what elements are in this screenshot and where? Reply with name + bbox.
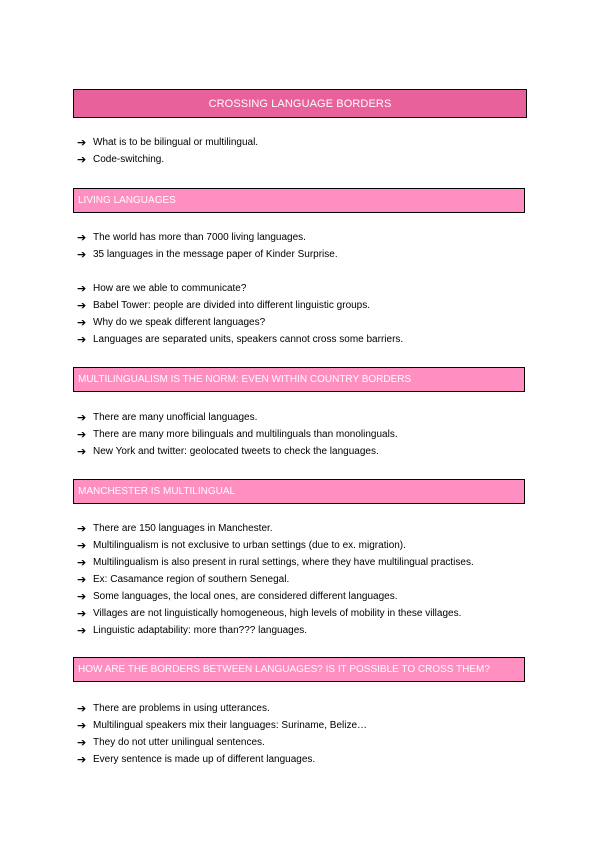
right-arrow-icon: ➔ [77,736,87,749]
list-item: ➔ There are problems in using utterances. [77,702,270,715]
list-item: ➔ Every sentence is made up of different languages. [77,753,316,766]
right-arrow-icon: ➔ [77,624,87,637]
list-spacer [77,263,403,280]
right-arrow-icon: ➔ [77,702,87,715]
list-item: ➔ Babel Tower: people are divided into different linguistic groups. [77,299,371,312]
intro-list [77,134,258,168]
right-arrow-icon: ➔ [77,411,87,424]
list-item: ➔ Ex: Casamance region of southern Senegal. [77,573,290,586]
right-arrow-icon: ➔ [77,333,87,346]
list-item: ➔ There are 150 languages in Manchester. [77,522,273,535]
right-arrow-icon: ➔ [77,282,87,295]
living-languages-list [77,229,403,348]
multilingualism-norm-list [77,409,398,460]
right-arrow-icon: ➔ [77,231,87,244]
right-arrow-icon: ➔ [77,573,87,586]
list-item: ➔ Multilingualism is also present in rural settings, where they have multilingual practises. [77,556,474,569]
right-arrow-icon: ➔ [77,607,87,620]
list-item: ➔ They do not utter unilingual sentences. [77,736,265,749]
right-arrow-icon: ➔ [77,539,87,552]
right-arrow-icon: ➔ [77,316,87,329]
list-item: ➔ Multilingual speakers mix their languages: Suriname, Belize… [77,719,368,732]
right-arrow-icon: ➔ [77,753,87,766]
section-heading-manchester: MANCHESTER IS MULTILINGUAL [73,479,525,504]
right-arrow-icon: ➔ [77,590,87,603]
list-item: ➔ Code-switching. [77,153,165,166]
list-item: ➔ Why do we speak different languages? [77,316,266,329]
right-arrow-icon: ➔ [77,522,87,535]
document-title-box [73,89,527,118]
document-title: CROSSING LANGUAGE BORDERS [208,97,392,110]
right-arrow-icon: ➔ [77,556,87,569]
list-item: ➔ Villages are not linguistically homogeneous, high levels of mobility in these villages. [77,607,462,620]
right-arrow-icon: ➔ [77,445,87,458]
manchester-list [77,520,474,639]
right-arrow-icon: ➔ [77,428,87,441]
section-heading-borders-between-languages: HOW ARE THE BORDERS BETWEEN LANGUAGES? IS IT POSSIBLE TO CROSS THEM? [73,657,525,682]
list-item: ➔ There are many unofficial languages. [77,411,258,424]
list-item: ➔ 35 languages in the message paper of Kinder Surprise. [77,248,338,261]
list-item: ➔ Languages are separated units, speakers cannot cross some barriers. [77,333,404,346]
right-arrow-icon: ➔ [77,153,87,166]
right-arrow-icon: ➔ [77,299,87,312]
list-item: ➔ There are many more bilinguals and multilinguals than monolinguals. [77,428,398,441]
list-item: ➔ Multilingualism is not exclusive to urban settings (due to ex. migration). [77,539,406,552]
section-heading-multilingualism-norm: MULTILINGUALISM IS THE NORM: EVEN WITHIN COUNTRY BORDERS [73,367,525,392]
right-arrow-icon: ➔ [77,136,87,149]
list-item: ➔ What is to be bilingual or multilingual. [77,136,259,149]
borders-list [77,700,367,768]
list-item: ➔ Some languages, the local ones, are considered different languages. [77,590,398,603]
section-heading-living-languages: LIVING LANGUAGES [73,188,525,213]
list-item: ➔ How are we able to communicate? [77,282,247,295]
list-item: ➔ New York and twitter: geolocated tweets to check the languages. [77,445,379,458]
right-arrow-icon: ➔ [77,248,87,261]
list-item: ➔ The world has more than 7000 living languages. [77,231,306,244]
right-arrow-icon: ➔ [77,719,87,732]
list-item: ➔ Linguistic adaptability: more than??? languages. [77,624,308,637]
